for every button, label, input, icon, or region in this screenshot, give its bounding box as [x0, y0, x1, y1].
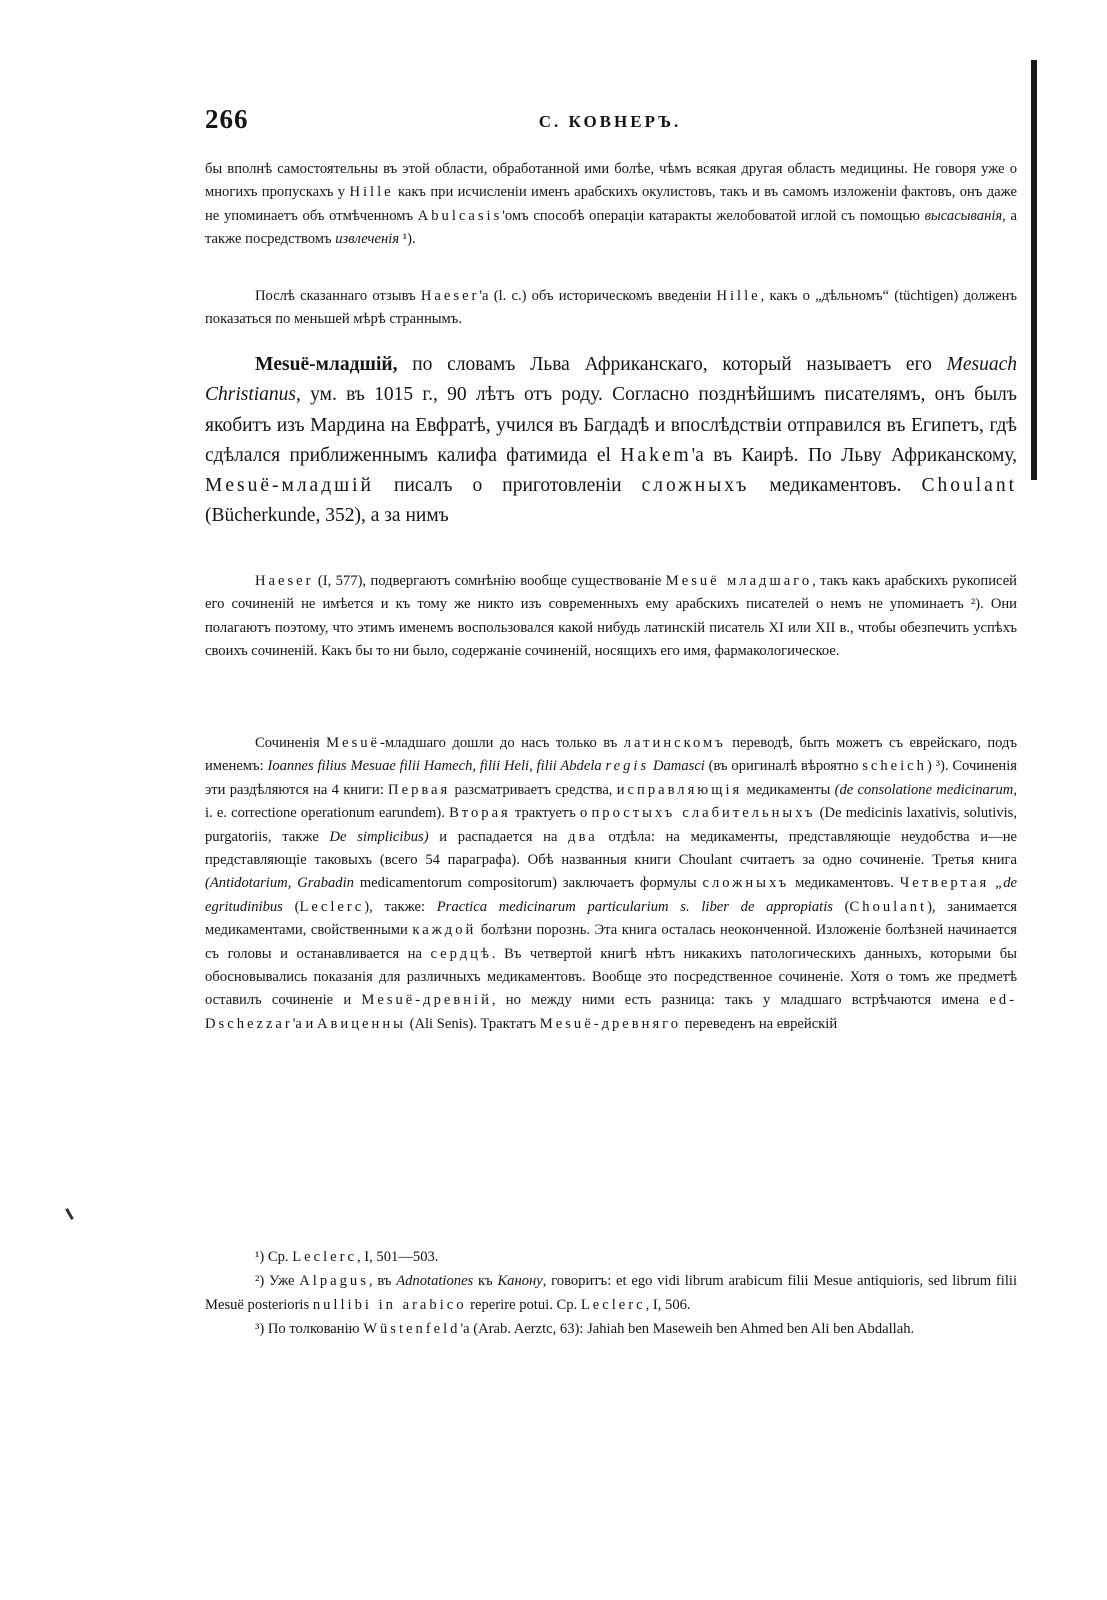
text-run: медикаментовъ. — [749, 475, 922, 497]
scan-edge-mark — [1031, 60, 1037, 480]
section-heading: Mesuё-младшій, — [255, 354, 398, 375]
term-vysasyvaniya: высасыванія — [924, 207, 1003, 224]
text-run: ) ³). Сочиненія эти раздѣляются на 4 книги: — [205, 758, 1017, 798]
title-antidotarium: (Antidotarium, Grabadin — [205, 875, 354, 892]
text-run: (De medicinis laxativis, solutivis, purgatoriis, также — [205, 805, 1017, 845]
text-run: ³) По толкованію — [255, 1321, 364, 1337]
text-run: (Bücherkunde, 352), а за нимъ — [205, 505, 449, 527]
name-haeser: Haeser — [255, 573, 314, 589]
name-alpagus: Alpagus — [299, 1273, 369, 1289]
paragraph-1 — [205, 158, 1017, 252]
name-wustenfeld: Wüstenfeld — [363, 1321, 461, 1337]
text-run: , I, 501—503. — [356, 1249, 439, 1265]
term-chetvertaya: Четвертая — [899, 875, 990, 892]
name-mesue: Mesuё — [326, 735, 381, 751]
text-run: писалъ о приготовленіи — [374, 475, 642, 497]
title-ioannes: Ioannes filius Mesuae filii Hamech, filii Heli, filii Abdela — [267, 758, 606, 775]
text-run: ), занимается медикаментами, свойственными — [205, 898, 1018, 939]
text-run: ( — [832, 898, 850, 915]
name-mesuach: Mesuach Christianus — [205, 354, 1017, 406]
term-ispravl: исправляющія — [616, 781, 743, 798]
text-run: reperire potui. Ср. — [466, 1297, 581, 1313]
page-header — [205, 104, 1015, 144]
name-haeser: Haeser — [420, 288, 480, 304]
text-run: (Ali Senis). Трактатъ — [405, 1015, 540, 1032]
text-run: отдѣла: на медикаменты, представляющіе неудобства и—не представляющіе таковыхъ (всего 54 параграфа). Обѣ названныя книги Choulant считаетъ за одно сочиненіе. Третья книга — [205, 828, 1018, 869]
term-slozhnykh: сложныхъ — [641, 475, 750, 497]
text-run: 'а въ Каирѣ. По Льву Африканскому, — [691, 444, 1017, 466]
stray-mark — [65, 1208, 74, 1220]
name-choulant: Choulant — [849, 898, 928, 915]
text-run: какъ при исчисленіи именъ арабскихъ окулистовъ, такъ и въ самомъ изложеніи фактовъ, онъ даже не упоминаетъ объ отмѣченномъ — [205, 184, 1017, 224]
text-run: i. e. correctione operationum earundem). — [205, 805, 450, 822]
text-run: 'а (Arab. Aerztc, 63): Jahiah ben Maseweih ben Ahmed ben Ali ben Abdallah. — [460, 1321, 915, 1337]
paragraph-3 — [205, 350, 1017, 532]
term-izvlecheniya: извлеченія — [335, 231, 400, 248]
text-run: , въ — [368, 1273, 397, 1289]
title-de-egritudinibus: „de egritudinibus — [205, 875, 1018, 915]
name-mesue-drevnyago: Mesuё-древняго — [539, 1015, 682, 1032]
term-prostykh: простыхъ слабительныхъ — [591, 805, 816, 822]
title-kanonu: Канону — [497, 1273, 543, 1289]
name-mesue-mladshiy: Mesuё-младшій — [205, 475, 374, 497]
name-ed-dschezzar: ed-Dschezzar — [205, 992, 1017, 1032]
term-kazhdoy: каждой — [412, 922, 477, 939]
text-run: ), также: — [364, 898, 437, 915]
paragraph-2 — [205, 285, 1017, 332]
name-avicenna: Авиценны — [316, 1015, 406, 1032]
text-run: -младшаго дошли до насъ только въ — [380, 735, 624, 751]
text-run: , ум. въ 1015 г., 90 лѣтъ отъ роду. Согласно позднѣйшимъ писателямъ, онъ былъ якобитъ изъ Мардина на Евфратѣ, учился въ Багдадѣ и впослѣдствіи отправился въ Египетъ, гдѣ сдѣлался приближеннымъ калифа фатимида el — [205, 384, 1017, 466]
name-leclerc: Leclerc — [580, 1297, 646, 1313]
name-choulant: Choulant — [921, 475, 1017, 497]
title-de-simplicibus: De simplicibus) — [329, 828, 429, 845]
text-run: , какъ о „дѣльномъ“ (tüchtigen) долженъ показаться по меньшей мѣрѣ страннымъ. — [205, 288, 1017, 328]
text-run: разсматриваетъ средства, — [450, 781, 617, 798]
text-run: бы вполнѣ самостоятельны въ этой области, обработанной ими болѣе, чѣмъ всякая другая область медицины. Не говоря уже о многихъ пропускахъ у — [205, 161, 1017, 201]
text-run: Сочиненія — [255, 735, 327, 751]
term-scheich: scheich — [862, 758, 927, 775]
text-run: къ — [473, 1273, 498, 1289]
term-damasci: Damasci — [649, 758, 705, 775]
term-nullibi: nullibi in arabico — [312, 1297, 467, 1313]
text-run: . Въ четвертой книгѣ нѣтъ никакихъ патологическихъ данныхъ, которыми бы обосновывались показанія для различныхъ медикаментовъ. Вообще это посредственное сочиненіе. Хотя о томъ же предметѣ оставилъ сочиненіе и — [205, 945, 1017, 1009]
text-run: 'а (l. с.) объ историческомъ введеніи — [479, 288, 717, 304]
title-adnotationes: Adnotationes — [396, 1273, 474, 1289]
term-latinskom: латинскомъ — [623, 735, 726, 751]
name-hille: Hille — [716, 288, 761, 304]
text-run: (I, 577), подвергаютъ сомнѣнію вообще существованіе — [313, 573, 666, 589]
text-run: , говоритъ: et ego vidi librum arabicum filii Mesue antiquioris, sed librum filii Mesuё posterioris — [205, 1273, 1018, 1313]
text-run: ²) Уже — [255, 1273, 300, 1289]
name-hakem: Hakem — [620, 444, 692, 466]
text-run: (въ оригиналѣ вѣроятно — [704, 758, 863, 775]
footnote-1 — [205, 1245, 1017, 1269]
text-run: , а также посредствомъ — [205, 207, 1017, 248]
name-mesue-mladshago: Mesuё младшаго — [665, 573, 813, 589]
text-run: по словамъ Льва Африканскаго, который называетъ его — [397, 354, 947, 375]
running-head: С. КОВНЕРЪ. — [538, 112, 682, 131]
name-hille: Hille — [349, 184, 394, 201]
term-vtoraya: Вторая — [449, 805, 511, 822]
footnotes — [205, 1245, 1017, 1341]
text-run: 'омъ способѣ операціи катаракты желобоватой иглой съ помощью — [502, 207, 925, 224]
paragraph-4 — [205, 570, 1017, 664]
title-practica: Practica medicinarum particularium s. liber de appropiatis — [436, 898, 833, 915]
text-run: 'a и — [292, 1015, 317, 1032]
text-run: трактуетъ о — [510, 805, 592, 822]
text-run: ( — [282, 898, 300, 915]
name-leclerc: Leclerc — [299, 898, 365, 915]
term-serdtse: сердцѣ — [430, 945, 492, 962]
text-run: и распадается на — [428, 828, 569, 845]
text-run: переводѣ, быть можетъ съ еврейскаго, подъ именемъ: — [205, 735, 1017, 775]
paragraph-5 — [205, 732, 1017, 1036]
page-number: 266 — [205, 104, 249, 134]
text-run: болѣзни порознь. Эта книга осталась неоконченной. Изложеніе болѣзней начинается съ головы и останавливается на — [205, 922, 1017, 962]
footnote-ref: ¹). — [399, 231, 416, 248]
text-run: ¹) Ср. — [255, 1249, 293, 1265]
footnote-2 — [205, 1269, 1017, 1317]
name-mesue-drevniy: Mesuё-древній — [361, 992, 492, 1009]
term-pervaya: Первая — [388, 781, 451, 798]
title-de-consolatione: (de consolatione medicinarum, — [834, 781, 1017, 798]
text-run: медикаментовъ. — [789, 875, 900, 892]
text-run: Послѣ сказаннаго отзывъ — [255, 288, 421, 304]
name-abulcasis: Abulcasis — [417, 207, 503, 224]
footnote-3 — [205, 1317, 1017, 1341]
text-run: , такъ какъ арабскихъ рукописей его сочиненій не имѣется и къ тому же никто изъ современныхъ ему арабскихъ писателей о немъ не упоминаетъ ²). Они полагаютъ поэтому, что этимъ именемъ воспользовался какой нибудь латинскій писатель XI или XII в., чтобы обезпечить успѣхъ своихъ сочиненій. Какъ бы то ни было, содержаніе сочиненій, носящихъ его имя, фармакологическое. — [205, 573, 1017, 660]
term-slozhnykh: сложныхъ — [702, 875, 790, 892]
term-regis: regis — [605, 758, 650, 775]
text-run: medicamentorum compositorum) заключаетъ формулы — [353, 875, 703, 892]
name-leclerc: Leclerc — [292, 1249, 357, 1265]
text-run: медикаменты — [742, 781, 835, 798]
term-dva: два — [568, 828, 598, 845]
text-run: , I, 506. — [645, 1297, 691, 1313]
text-run: , но между ними есть разница: такъ у младшаго встрѣчаются имена — [491, 992, 990, 1009]
text-run: переведенъ на еврейскій — [681, 1015, 838, 1032]
